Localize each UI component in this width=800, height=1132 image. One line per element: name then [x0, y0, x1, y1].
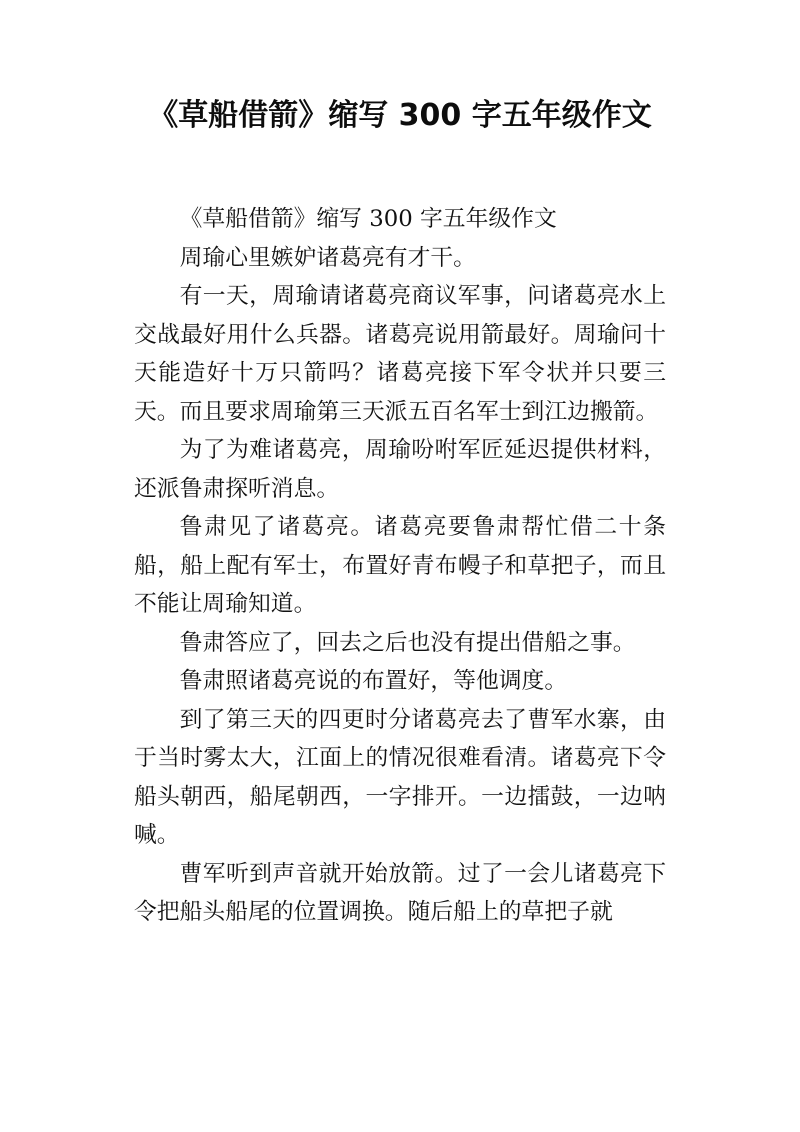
paragraph: 鲁肃照诸葛亮说的布置好，等他调度。 [179, 668, 568, 694]
paragraph: 鲁肃答应了，回去之后也没有提出借船之事。 [179, 629, 636, 656]
paragraph: 为了为难诸葛亮，周瑜吩咐军匠延迟提供材料，还派鲁肃探听消息。 [134, 437, 666, 502]
paragraph: 曹军听到声音就开始放箭。过了一会儿诸葛亮下令把船头船尾的位置调换。随后船上的草把子就 [134, 860, 666, 925]
paragraph: 周瑜心里嫉妒诸葛亮有才干。 [179, 244, 476, 271]
document-body [134, 200, 666, 932]
paragraph: 有一天，周瑜请诸葛亮商议军事，问诸葛亮水上交战最好用什么兵器。诸葛亮说用箭最好。周瑜问十天能造好十万只箭吗？诸葛亮接下军令状并只要三天。而且要求周瑜第三天派五百名军士到江边搬箭。 [134, 283, 666, 425]
paragraph-subtitle: 《草船借箭》缩写 300 字五年级作文 [179, 206, 557, 232]
paragraph: 鲁肃见了诸葛亮。诸葛亮要鲁肃帮忙借二十条船，船上配有军士，布置好青布幔子和草把子，而且不能让周瑜知道。 [134, 514, 666, 617]
paragraph: 到了第三天的四更时分诸葛亮去了曹军水寨，由于当时雾太大，江面上的情况很难看清。诸葛亮下令船头朝西，船尾朝西，一字排开。一边擂鼓，一边呐喊。 [134, 706, 666, 848]
document-title: 《草船借箭》缩写 300 字五年级作文 [148, 98, 652, 133]
